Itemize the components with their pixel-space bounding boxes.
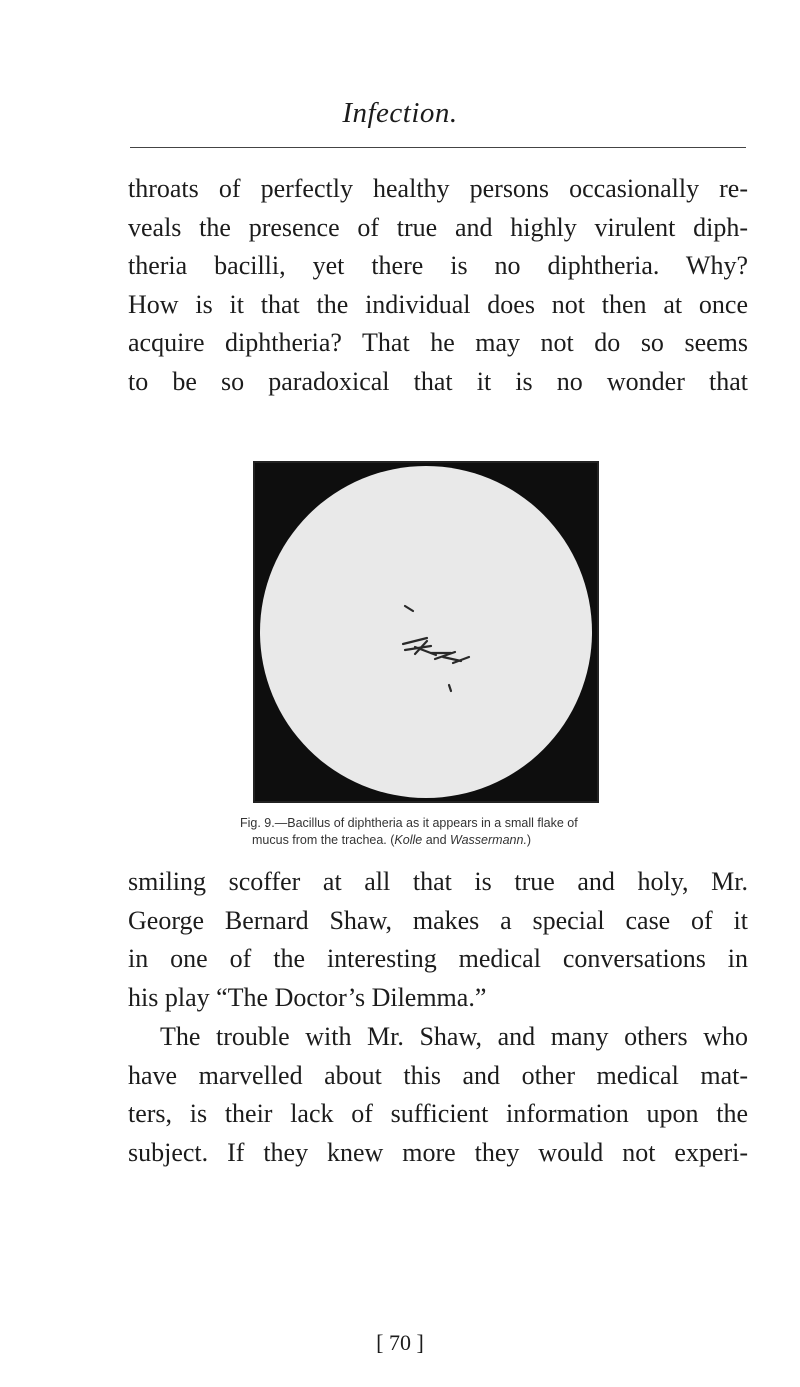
caption-text: mucus from the trachea. ( xyxy=(252,833,395,847)
paragraph-bottom xyxy=(128,1018,748,1172)
paragraph-middle xyxy=(128,863,748,1017)
text-line: acquire diphtheria? That he may not do so seems xyxy=(128,328,748,357)
microscope-figure xyxy=(253,461,599,803)
text-line: his play “The Doctor’s Dilemma.” xyxy=(128,982,487,1012)
text-line: The trouble with Mr. Shaw, and many others who xyxy=(160,1022,748,1051)
caption-line-1: Fig. 9.—Bacillus of diphtheria as it appears in a small flake of xyxy=(240,816,578,830)
caption-text: ) xyxy=(526,833,532,847)
text-line: theria bacilli, yet there is no diphtheria. Why? xyxy=(128,251,748,280)
text-line: smiling scoffer at all that is true and holy, Mr. xyxy=(128,867,748,896)
page-number: [ 70 ] xyxy=(376,1330,424,1355)
caption-author-wassermann: Wassermann. xyxy=(450,833,527,847)
text-line: to be so paradoxical that it is no wonder that xyxy=(128,366,748,396)
text-line: have marvelled about this and other medical mat- xyxy=(128,1060,748,1090)
caption-text: and xyxy=(422,833,451,847)
paragraph-top xyxy=(128,170,748,401)
figure-caption xyxy=(240,815,710,849)
text-line: throats of perfectly healthy persons occasionally re- xyxy=(128,174,748,203)
caption-author-kolle: Kolle xyxy=(394,833,423,847)
running-header: Infection. xyxy=(342,97,458,129)
text-line: veals the presence of true and highly virulent diph- xyxy=(128,212,748,242)
text-line: How is it that the individual does not then at once xyxy=(128,289,748,319)
caption-line-2 xyxy=(240,832,710,849)
text-line: in one of the interesting medical conversations in xyxy=(128,944,748,973)
text-line: George Bernard Shaw, makes a special case of it xyxy=(128,905,748,935)
microscope-field-image xyxy=(255,463,597,801)
text-line: subject. If they knew more they would not experi- xyxy=(128,1137,748,1167)
text-line: ters, is their lack of sufficient information upon the xyxy=(128,1099,748,1128)
header-rule xyxy=(130,147,746,148)
